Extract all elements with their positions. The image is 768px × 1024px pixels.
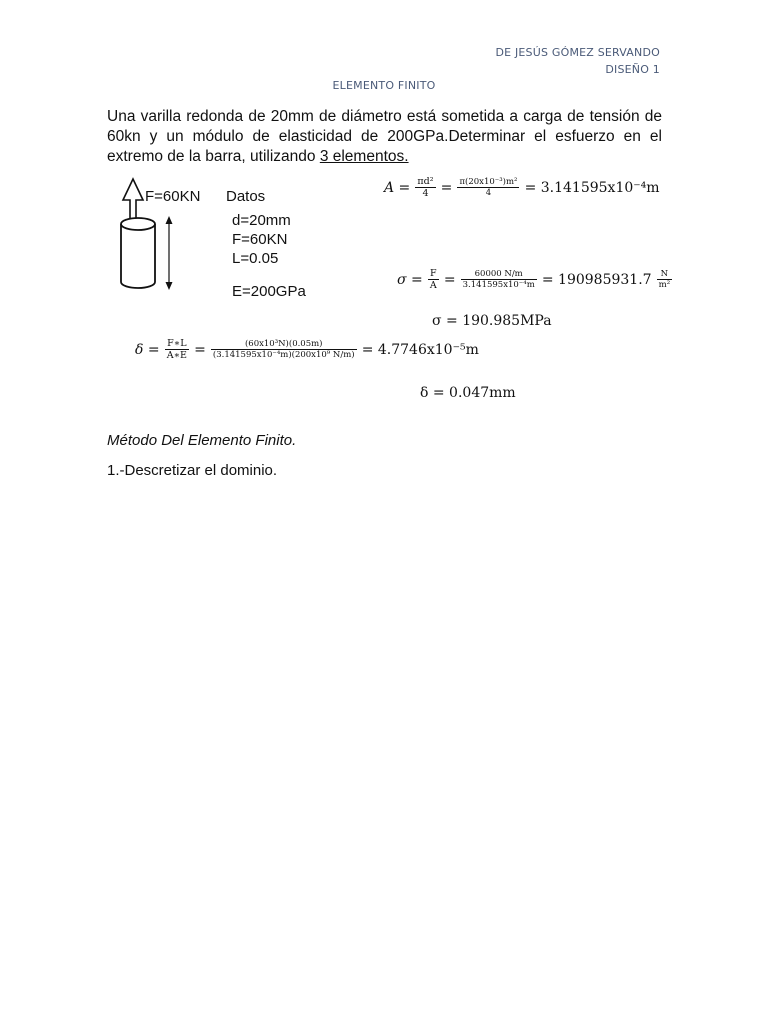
method-heading: Método Del Elemento Finito. [107,432,297,449]
deformation-frac1-den: A∗E [166,350,187,361]
deformation-lhs: δ = [135,342,160,358]
force-label: F=60KN [145,188,201,205]
deformation-simplified: δ = 0.047mm [420,385,516,401]
area-equation: A = $\frac{\text{πd²}}{4}$ = $\frac{\text{π(20x10⁻³)m²}}{4}$ = 3.141595x10⁻⁴m [384,176,660,199]
dato-force: F=60KN [232,231,288,248]
stress-frac2-den: 3.141595x10⁻⁴m [462,280,535,290]
problem-underlined: 3 elementos. [319,148,409,165]
area-frac2-den: 4 [485,188,492,198]
problem-statement [107,107,662,167]
deformation-frac1-num: F∗L [165,338,189,350]
area-frac1-den: 4 [422,188,429,199]
course-name: DISEÑO 1 [605,63,660,76]
stress-frac1-den: A [429,280,437,291]
cylinder-shape [121,218,155,288]
problem-text: Una varilla redonda de 20mm de diámetro está sometida a carga de tensión de 60kn y un módulo de elasticidad de 200GPa.Determinar el esfuerzo en el extremo de la barra, utilizando [107,108,662,165]
stress-unit-den: m² [658,280,671,290]
deformation-result: = 4.7746x10⁻⁵m [361,342,479,358]
stress-lhs: σ = [397,272,423,288]
datos-heading: Datos [226,188,266,205]
dato-length: L=0.05 [232,250,279,267]
area-frac2-num: π(20x10⁻³)m² [459,177,518,187]
deformation-frac2-num: (60x10³N)(0.05m) [211,339,357,350]
deformation-equation: δ = $\frac{F∗L}{A∗E}$ = $\frac{\text{(60x10³N)(0.05m)}}{\text{(3.141595x10⁻⁴m)(200x10⁹ N/m)}}$ = 4.7746x10⁻⁵m [135,338,479,361]
author-name: DE JESÚS GÓMEZ SERVANDO [495,46,660,59]
length-dimension-arrow [166,216,173,290]
stress-frac2-num: 60000 N/m [461,269,537,280]
area-lhs: A = [384,180,411,196]
deformation-frac2-den: (3.141595x10⁻⁴m)(200x10⁹ N/m) [212,350,355,360]
stress-equation: σ = $\frac{F}{A}$ = $\frac{60000 N/m}{\text{3.141595x10⁻⁴m}}$ = 190985931.7 $\frac{N}{\text{m²}}$ [397,268,671,291]
dato-modulus: E=200GPa [232,283,306,300]
stress-simplified: σ = 190.985MPa [432,313,552,329]
stress-frac1-num: F [428,268,439,280]
document-title: ELEMENTO FINITO [332,79,436,92]
stress-unit-num: N [657,269,672,280]
area-result: = 3.141595x10⁻⁴m [524,180,660,196]
method-step-1: 1.-Descretizar el dominio. [107,462,278,479]
stress-result: = 190985931.7 [541,272,652,288]
dato-diameter: d=20mm [232,212,291,229]
area-frac1-num: πd² [417,176,434,187]
